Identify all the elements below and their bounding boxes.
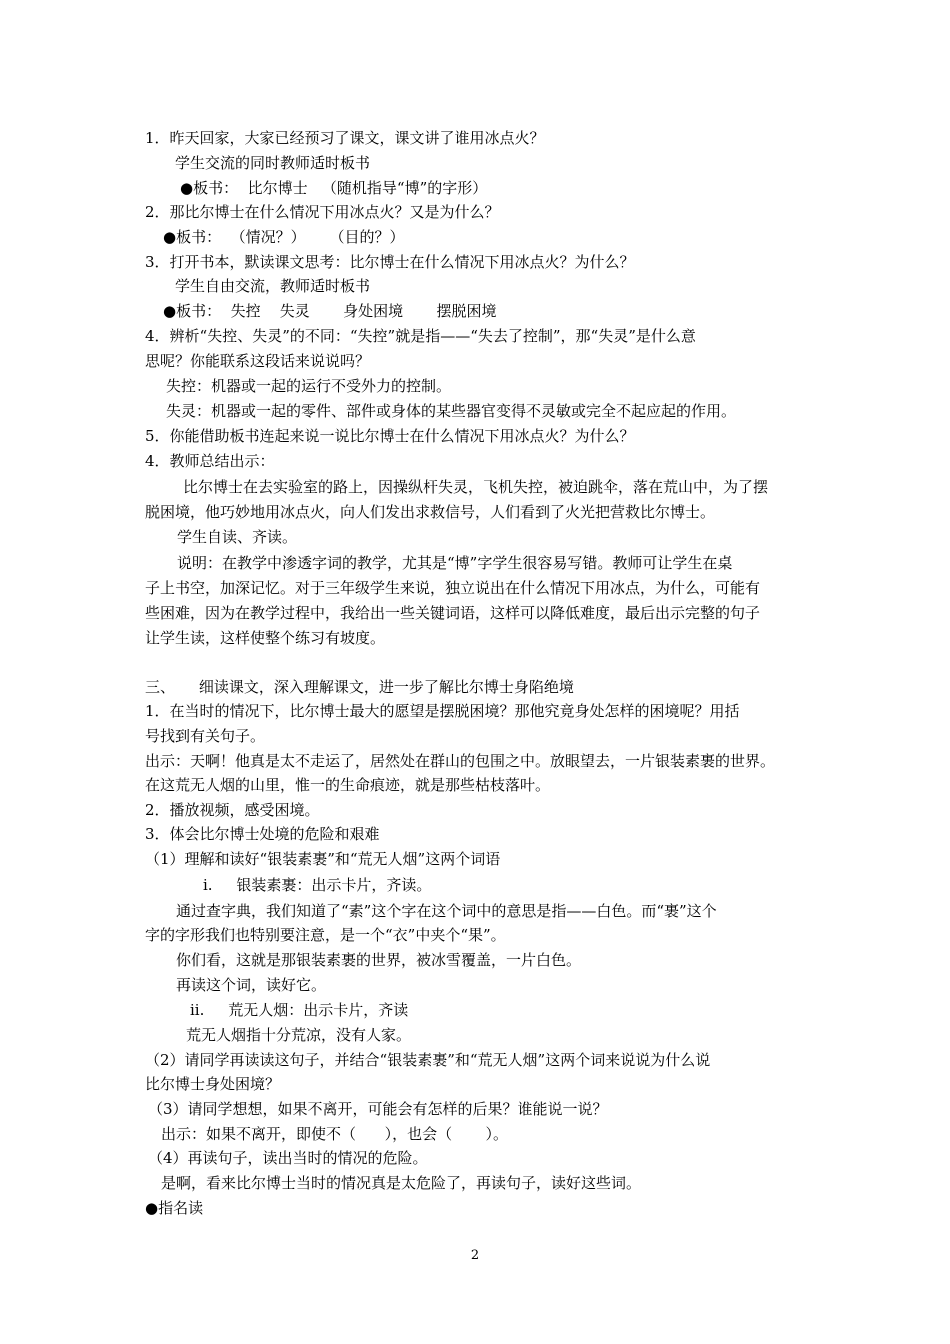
page-number: 2 [470,1248,480,1263]
text-line: 是啊，看来比尔博士当时的情况真是太危险了，再读句子，读好这些词。 [161,1174,642,1192]
text-line: 字的字形我们也特别要注意，是一个“衣”中夹个“果”。 [145,926,506,944]
text-line: （2）请同学再读读这句子，并结合“银装素裹”和“荒无人烟”这两个词来说说为什么说 [145,1051,711,1069]
text-line: 在这荒无人烟的山里，惟一的生命痕迹，就是那些枯枝落叶。 [145,776,551,794]
text-line: （4）再读句子，读出当时的情况的危险。 [148,1149,428,1167]
text-line: （3）请同学想想，如果不离开，可能会有怎样的后果？谁能说一说？ [148,1100,608,1118]
text-line: 再读这个词，读好它。 [176,976,327,994]
text-line: ●板书： 失控 失灵 身处困境 摆脱困境 [163,302,497,320]
text-line: i. 银装素裹：出示卡片，齐读。 [203,876,432,894]
text-line: 比尔博士身处困境？ [145,1075,281,1093]
text-line: 1．昨天回家，大家已经预习了课文，课文讲了谁用冰点火？ [145,129,545,147]
text-line: 1．在当时的情况下，比尔博士最大的愿望是摆脱困境？那他究竟身处怎样的困境呢？用括 [145,702,740,720]
text-line: （1）理解和读好“银装素裹”和“荒无人烟”这两个词语 [145,850,501,868]
text-line: 出示：如果不离开，即使不（ ），也会（ ）。 [161,1125,508,1143]
text-line: 号找到有关句子。 [145,727,266,745]
text-line: 荒无人烟指十分荒凉，没有人家。 [186,1026,412,1044]
section-heading: 三、 细读课文，深入理解课文，进一步了解比尔博士身陷绝境 [145,678,574,696]
text-line: 4．辨析“失控、失灵”的不同：“失控”就是指——“失去了控制”，那“失灵”是什么意 [145,327,696,345]
text-line: 你们看，这就是那银装素裹的世界，被冰雪覆盖，一片白色。 [176,951,582,969]
text-line: 2．播放视频，感受困境。 [145,801,320,819]
text-line: ●板书： （情况？） （目的？） [163,228,405,246]
text-line: 子上书空，加深记忆。对于三年级学生来说，独立说出在什么情况下用冰点，为什么，可能有 [145,579,761,597]
text-line: 让学生读，这样使整个练习有坡度。 [145,629,386,647]
text-line: 3．打开书本，默读课文思考：比尔博士在什么情况下用冰点火？为什么？ [145,253,635,271]
text-line: 4．教师总结出示： [145,452,275,470]
text-line: 失灵：机器或一起的零件、部件或身体的某些器官变得不灵敏或完全不起应起的作用。 [166,402,737,420]
text-line: 思呢？你能联系这段话来说说吗？ [145,352,371,370]
text-line: 失控：机器或一起的运行不受外力的控制。 [166,377,452,395]
text-line: ●板书： 比尔博士 （随机指导“博”的字形） [180,179,488,197]
text-line: 2．那比尔博士在什么情况下用冰点火？又是为什么？ [145,203,500,221]
text-line: 5．你能借助板书连起来说一说比尔博士在什么情况下用冰点火？为什么？ [145,427,635,445]
text-line: 学生交流的同时教师适时板书 [175,154,371,172]
text-line: 脱困境，他巧妙地用冰点火，向人们发出求救信号，人们看到了火光把营救比尔博士。 [145,503,716,521]
text-line: 些困难，因为在教学过程中，我给出一些关键词语，这样可以降低难度，最后出示完整的句子 [145,604,761,622]
text-line: 通过查字典，我们知道了“素”这个字在这个词中的意思是指——白色。而“裹”这个 [176,902,717,920]
text-line: 学生自由交流，教师适时板书 [175,277,371,295]
text-line: ii. 荒无人烟：出示卡片，齐读 [190,1001,409,1019]
text-line: 比尔博士在去实验室的路上，因操纵杆失灵，飞机失控，被迫跳伞，落在荒山中，为了摆 [183,478,769,496]
text-line: 3．体会比尔博士处境的危险和艰难 [145,825,380,843]
text-line: 出示：天啊！他真是太不走运了，居然处在群山的包围之中。放眼望去，一片银装素裹的世界。 [145,752,776,770]
text-line: 说明：在教学中渗透字词的教学，尤其是“博”字学生很容易写错。教师可让学生在桌 [177,554,733,572]
text-line: 学生自读、齐读。 [177,528,298,546]
text-line: ●指名读 [145,1199,204,1217]
